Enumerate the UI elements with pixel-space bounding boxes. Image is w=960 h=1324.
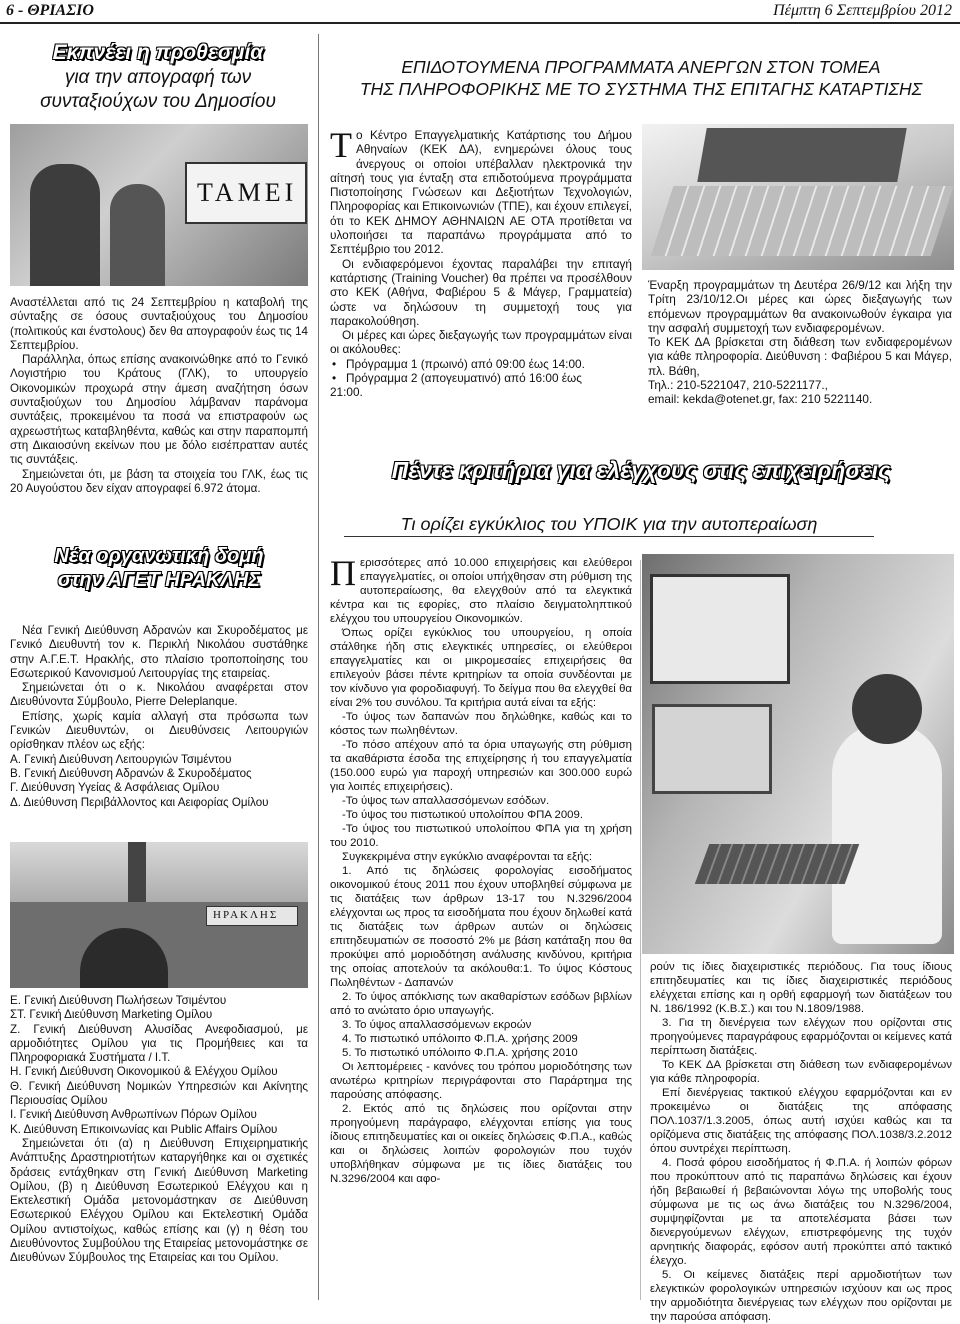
paragraph: Οι ενδιαφερόμενοι έχοντας παραλάβει την επιταγή κατάρτισης (Training Voucher) θα πρέπει να προσέλθουν στο ΚΕΚ (Αθήνα, Φαβιέρου 5 & Μάγερ, Γραμματεία) ώστε να δηλώσουν τη συμμετοχή τους για παρακολούθηση. (330, 256, 632, 328)
article-aget-body-cont (10, 994, 308, 1266)
paragraph: Σημειώνεται ότι, με βάση τα στοιχεία του ΓΛΚ, έως τις 20 Αυγούστου δεν είχαν απογραφεί 6.972 άτομα. (10, 467, 308, 495)
paragraph: Σημειώνεται ότι ο κ. Νικολάου αναφέρεται στον Διευθύνοντα Σύμβουλο, Pierre Deleplanque. (10, 681, 308, 709)
paragraph: Αναστέλλεται από τις 24 Σεπτεμβρίου η καταβολή της σύνταξης σε όσους συνταξιούχους του Δημοσίου (πολιτικούς και ένστολους) δεν θα απογραφούν έως τις 14 Σεπτεμβρίου. (10, 296, 308, 352)
article-title: ΕΠΙΔΟΤΟΥΜΕΝΑ ΠΡΟΓΡΑΜΜΑΤΑ ΑΝΕΡΓΩΝ ΣΤΟΝ ΤΟΜΕΑ (401, 57, 881, 77)
article-programs-body (330, 125, 632, 400)
article-subtitle: Τι ορίζει εγκύκλιος του ΥΠΟΙΚ για την αυτοπεραίωση (344, 512, 874, 537)
paragraph: ρούν τις ίδιες διαχειριστικές περιόδους. Για τους ίδιους επιτηδευματίες και τις ίδιες διαχειριστικές περιόδους ελέγχεται επίσης και η ορθή εφαρμογή των διατάξεων του Ν. 186/1992 (Κ.Β.Σ.) και του Ν.1809/1988. (650, 961, 952, 1015)
keyboard (695, 844, 860, 884)
article-title: ΤΗΣ ΠΛΗΡΟΦΟΡΙΚΗΣ ΜΕ ΤΟ ΣΥΣΤΗΜΑ ΤΗΣ ΕΠΙΤΑΓΗΣ ΚΑΤΑΡΤΙΣΗΣ (359, 79, 923, 99)
paragraph: 5. Οι κείμενες διατάξεις περί αρμοδιοτήτων των ελεγκτικών φορολογικών υπηρεσιών ισχύουν και ως προς την αρμοδιότητα διενέργειας των ελέγχων που ορίζονται με την παρούσα απόφαση. (650, 1269, 952, 1323)
article-aget-title (10, 544, 308, 592)
column-divider (640, 560, 641, 1300)
article-criteria-col2 (650, 960, 952, 1324)
paragraph: Οι μέρες και ώρες διεξαγωγής των προγραμμάτων είναι οι ακόλουθες: (330, 328, 632, 357)
paragraph: 4. Ποσά φόρου εισοδήματος ή Φ.Π.Α. ή λοιπών φόρων που προκύπτουν από τις παραπάνω δηλώσεις και έχουν ήδη βεβαιωθεί ή βεβαιώνονται λόγω της υποβολής τους σύμφωνα με τις ως άνω διατάξεις του Ν.3296/2004, συμψηφίζονται με τα αποτελέσματα βάσει των διενεργούμενων ελέγχων, επιστρεφόμενης της τυχόν αρνητικής διαφοράς, εφόσον αυτή προκύπτει από τακτικό έλεγχο. (650, 1157, 952, 1267)
cashier-sign: ΤΑΜΕΙ (185, 162, 307, 224)
paragraph: Το ΚΕΚ ΔΑ βρίσκεται στη διάθεση των ενδιαφερομένων για κάθε πληροφορία. (650, 1059, 952, 1085)
column-divider (318, 34, 319, 1300)
contact-email: email: kekda@otenet.gr, fax: 210 5221140. (648, 392, 873, 407)
article-pension-body (10, 296, 308, 496)
paragraph: Νέα Γενική Διεύθυνση Αδρανών και Σκυροδέματος με Γενικό Διευθυντή τον κ. Περικλή Νικολάου συστάθηκε στην Α.Γ.Ε.Τ. Ηρακλής, στο πλαίσιο τροποποίησης του Εσωτερικού Κανονισμού Λειτουργίας της εταιρείας. (10, 624, 308, 680)
article-title: Εκπνέει η προθεσμία (52, 41, 264, 64)
list-item: Ζ. Γενική Διεύθυνση Αλυσίδας Ανεφοδιασμού, με αρμοδιότητες Ομίλου για τις Προμήθειες και τα Πληροφοριακά Συστήματα / Ι.Τ. (10, 1022, 308, 1065)
paragraph: -Το ύψος του πιστωτικού υπολοίπου ΦΠΑ για τη χρήση του 2010. (330, 823, 632, 849)
article-criteria-subtitle (344, 512, 874, 537)
paragraph: Επί διενέργειας τακτικού ελέγχου εφαρμόζονται και εν προκειμένω οι διατάξεις της απόφασης ΠΟΛ.1037/1.3.2005, όπως αυτή ισχύει καθώς και τα ορίζόμενα στις διατάξεις της απόφασης ΠΟΛ.1038/3.2.2012 όπου συντρέχει περίπτωση. (650, 1087, 952, 1155)
list-item: 5. Το πιστωτικό υπόλοιπο Φ.Π.Α. χρήσης 2010 (342, 1047, 578, 1059)
paragraph: 2. Το ύψος απόκλισης των ακαθαρίστων εσόδων βιβλίων από το ανώτατο όριο υπαγωγής. (330, 991, 632, 1017)
list-item: Δ. Διεύθυνση Περιβάλλοντος και Αειφορίας Ομίλου (10, 795, 269, 809)
list-item: Ι. Γενική Διεύθυνση Ανθρωπίνων Πόρων Ομίλου (10, 1108, 257, 1122)
paragraph: 2. Εκτός από τις δηλώσεις που ορίζονται στην προηγούμενη παράγραφο, ελέγχονται επίσης για τους ίδιους επιτηδευματίες και οι οικείες δηλώσεις Φ.Π.Α., καθώς και οι δηλώσεις λοιπών φορολογιών που τυχόν υποβλήθηκαν σύμφωνα με τις ίδιες διατάξεις του Ν.3296/2004 και αφο- (330, 1103, 632, 1185)
article-pension (8, 40, 308, 114)
drop-cap: Π (330, 553, 356, 593)
schedule-tail: 21:00. (330, 385, 363, 400)
paragraph: -Το ύψος των δαπανών που δηλώθηκε, καθώς και το κόστος των πωληθέντων. (330, 711, 632, 737)
paragraph: Σημειώνεται ότι (α) η Διεύθυνση Επιχειρηματικής Ανάπτυξης Δραστηριοτήτων καταργήθηκε και οι σχετικές δράσεις εντάχθηκαν στη Γενική Διεύθυνση Marketing Ομίλου, (β) η Διεύθυνση Εσωτερικού Ελέγχου και η Εκτελεστική Ομάδα μετονομάστηκαν σε Διεύθυνση Εσωτερικού Ελέγχου Ομίλου και Εκτελεστική Ομάδα Ομίλου αντιστοίχως, καθώς επίσης και (γ) η θέση του Διευθύνοντος Συμβούλου της Εταιρείας μετονομάστηκε σε Διευθύνων Σύμβουλος της Εταιρείας και του Ομίλου. (10, 1136, 308, 1265)
article-criteria-col1 (330, 553, 632, 1186)
office-photo (642, 554, 954, 954)
article-aget-body (10, 624, 308, 810)
worker-silhouette (832, 724, 942, 944)
article-title: Νέα οργανωτική δομή (54, 545, 264, 567)
paragraph: 1. Από τις δηλώσεις φορολογίας εισοδήματος οικονομικού έτους 2011 που έχουν υποβληθεί σύμφωνα με τις διατάξεις των άρθρων 13-17 του Ν.3296/2004 ελέγχονται ως προς τα εισοδήματα που έχουν δηλωθεί κατά τις διατάξεις των άρθρων αυτών οι δηλώσεις επιτηδευματιών σε ποσοστό 2% με βάση κατάταξη που θα προκύψει από μοριοδότηση ανάλυσης κινδύνου, κριτήρια της οποίας αποτελούν τα ακόλουθα:1. Το ύψος Κόστους Πωληθέντων - Δαπανών (330, 865, 632, 989)
article-title: στην ΑΓΕΤ ΗΡΑΚΛΗΣ (57, 569, 261, 591)
section-page-label: 6 - ΘΡΙΑΣΙΟ (6, 2, 94, 19)
article-title: Πέντε κριτήρια για ελέγχους στις επιχειρήσεις (391, 457, 891, 483)
factory-photo (10, 842, 308, 988)
article-criteria-title (328, 456, 954, 484)
lead-paragraph: ερισσότερες από 10.000 επιχειρήσεις και ελεύθεροι επαγγελματίες, οι οποίοι υπήχθησαν στη ρύθμιση της αυτοπεραίωσης, θα ελεγχθούν από τα ελεγκτικά κέντρα και τις εφορίες, στο πλαίσιο δειγματοληπτικού ελέγχου του υπουργείου Οικονομικών. (330, 557, 632, 625)
article-subtitle: για την απογραφή των (64, 67, 252, 88)
paragraph: Το ΚΕΚ ΔΑ βρίσκεται στη διάθεση των ενδιαφερομένων για κάθε πληροφορία. Διεύθυνση : Φαβιέρου 5 και Μάγερ, πλ. Βάθη, (648, 335, 952, 378)
laptop-photo (642, 124, 954, 270)
list-item: ΣΤ. Γενική Διεύθυνση Marketing Ομίλου (10, 1008, 213, 1022)
paragraph: Οι λεπτομέρειες - κανόνες του τρόπου μοριοδότησης των ανωτέρω κριτηρίων περιγράφονται στο Παράρτημα της παρούσης απόφασης. (330, 1061, 632, 1101)
paragraph: Συγκεκριμένα στην εγκύκλιο αναφέρονται τα εξής: (342, 851, 593, 863)
lead-paragraph: ο Κέντρο Επαγγελματικής Κατάρτισης του Δήμου Αθηναίων (ΚΕΚ ΔΑ), ενημερώνει όλους τους άνεργους οι οποίοι υπέβαλλαν ηλεκτρονικά την αίτησή τους για ένταξη στα επιδοτούμενα προγράμματα Πιστοποίησης Γνώσεων και Δεξιοτήτων Τεχνολογιών, Πληροφορίας και Επικοινωνιών (ΤΠΕ), και έχουν επιλεγεί, ότι το ΚΕΚ ΔΗΜΟΥ ΑΘΗΝΑΙΩΝ ΑΕ ΟΤΑ προτίθεται να υλοποιήσει τα παραπάνω προγράμματα από το Σεπτέμβριο του 2012. (330, 128, 632, 257)
programs-info (648, 278, 952, 407)
issue-date: Πέμπτη 6 Σεπτεμβρίου 2012 (773, 2, 952, 19)
drop-cap: Τ (330, 125, 352, 165)
list-item: Γ. Διεύθυνση Υγείας & Ασφάλειας Ομίλου (10, 781, 220, 795)
paragraph: -Το ύψος του πιστωτικού υπολοίπου ΦΠΑ 2009. (342, 809, 584, 821)
list-item: Η. Γενική Διεύθυνση Οικονομικού & Ελέγχου Ομίλου (10, 1065, 278, 1079)
paragraph: 3. Για τη διενέργεια των ελέγχων που ορίζονται στις προηγούμενες παραγράφους εφαρμόζονται οι κείμενες κατά περίπτωση διατάξεις. (650, 1017, 952, 1057)
list-item: Θ. Γενική Διεύθυνση Νομικών Υπηρεσιών και Ακίνητης Περιουσίας Ομίλου (10, 1079, 308, 1108)
paragraph: Όπως ορίζει εγκύκλιος του υπουργείου, η οποία στάλθηκε ήδη στις ελεγκτικές υπηρεσίες, οι ελεύθεροι επαγγελματίες και οι μικρομεσαίες επιχειρήσεις θα επιλεγούν βάσει πέντε κριτηρίων τα οποία συνδέονται με τον κίνδυνο για φοροδιαφυγή. Το δείγμα που θα ελεγχθεί θα είναι 2% του συνόλου. Τα κριτήρια αυτά είναι τα εξής: (330, 627, 632, 709)
person-silhouette (30, 164, 100, 286)
worker-head (852, 674, 922, 744)
list-item: Ε. Γενική Διεύθυνση Πωλήσεων Τσιμέντου (10, 994, 227, 1007)
person-silhouette (110, 184, 165, 286)
laptop-keyboard (651, 186, 954, 256)
list-item: Α. Γενική Διεύθυνση Λειτουργιών Τσιμέντου (10, 752, 232, 766)
list-item: 4. Το πιστωτικό υπόλοιπο Φ.Π.Α. χρήσης 2009 (342, 1033, 578, 1045)
list-item: Κ. Διεύθυνση Επικοινωνίας και Public Affairs Ομίλου (10, 1122, 278, 1136)
paragraph: -Το ύψος των απαλλασσόμενων εσόδων. (342, 795, 550, 807)
laptop-screen (697, 128, 907, 182)
factory-sign: ΗΡΑΚΛΗΣ (206, 906, 298, 926)
paragraph: Παράλληλα, όπως επίσης ανακοινώθηκε από το Γενικό Λογιστήριο του Κράτους (ΓΛΚ), το υπουργείο Οικονομικών προχωρά στην άμεση αναζήτηση όσων συνταξιούχων του Δημοσίου λάμβαναν παράνομα συντάξεις, προκειμένου τα ποσά να επιστραφούν ως αχρεωστήτως καταβληθέντα, καθώς και στην παραπομπή στη Δικαιοσύνη εκείνων που με δόλο εισέπρατταν αυτές τις συντάξεις. (10, 353, 308, 467)
article-subtitle: συνταξιούχων του Δημοσίου (40, 91, 276, 112)
page-header (0, 0, 960, 24)
list-item: Β. Γενική Διεύθυνση Αδρανών & Σκυροδέματος (10, 766, 252, 780)
paragraph: -Το πόσο απέχουν από τα όρια υπαγωγής στη ρύθμιση τα ακαθάριστα έσοδα της επιχείρησης ή του επαγγελματία (150.000 ευρώ για παροχή υπηρεσιών και 300.000 ευρώ για λοιπές επιχειρήσεις). (330, 739, 632, 793)
schedule-bullet: • Πρόγραμμα 1 (πρωινό) από 09:00 έως 14:00. (330, 357, 632, 371)
monitor (652, 704, 772, 794)
paragraph: Έναρξη προγραμμάτων τη Δευτέρα 26/9/12 και λήξη την Τρίτη 23/10/12.Οι μέρες και ώρες διεξαγωγής των επόμενων προγραμμάτων θα ανακοινωθούν έγκαιρα για την ασφαλή συμμετοχή των ενδιαφερομένων. (648, 278, 952, 335)
cashier-photo (10, 124, 308, 286)
contact-phone: Τηλ.: 210-5221047, 210-5221177., (648, 378, 828, 393)
list-item: 3. Το ύψος απαλλασσόμενων εκροών (342, 1019, 532, 1031)
paragraph: Επίσης, χωρίς καμία αλλαγή στα πρόσωπα των Γενικών Διευθυντών, οι Διευθύνσεις Λειτουργιών ορίσθηκαν πλέον ως εξής: (10, 709, 308, 752)
schedule-bullet: • Πρόγραμμα 2 (απογευματινό) από 16:00 έως (330, 371, 632, 385)
monitor (650, 574, 790, 684)
article-programs-title (328, 56, 954, 100)
